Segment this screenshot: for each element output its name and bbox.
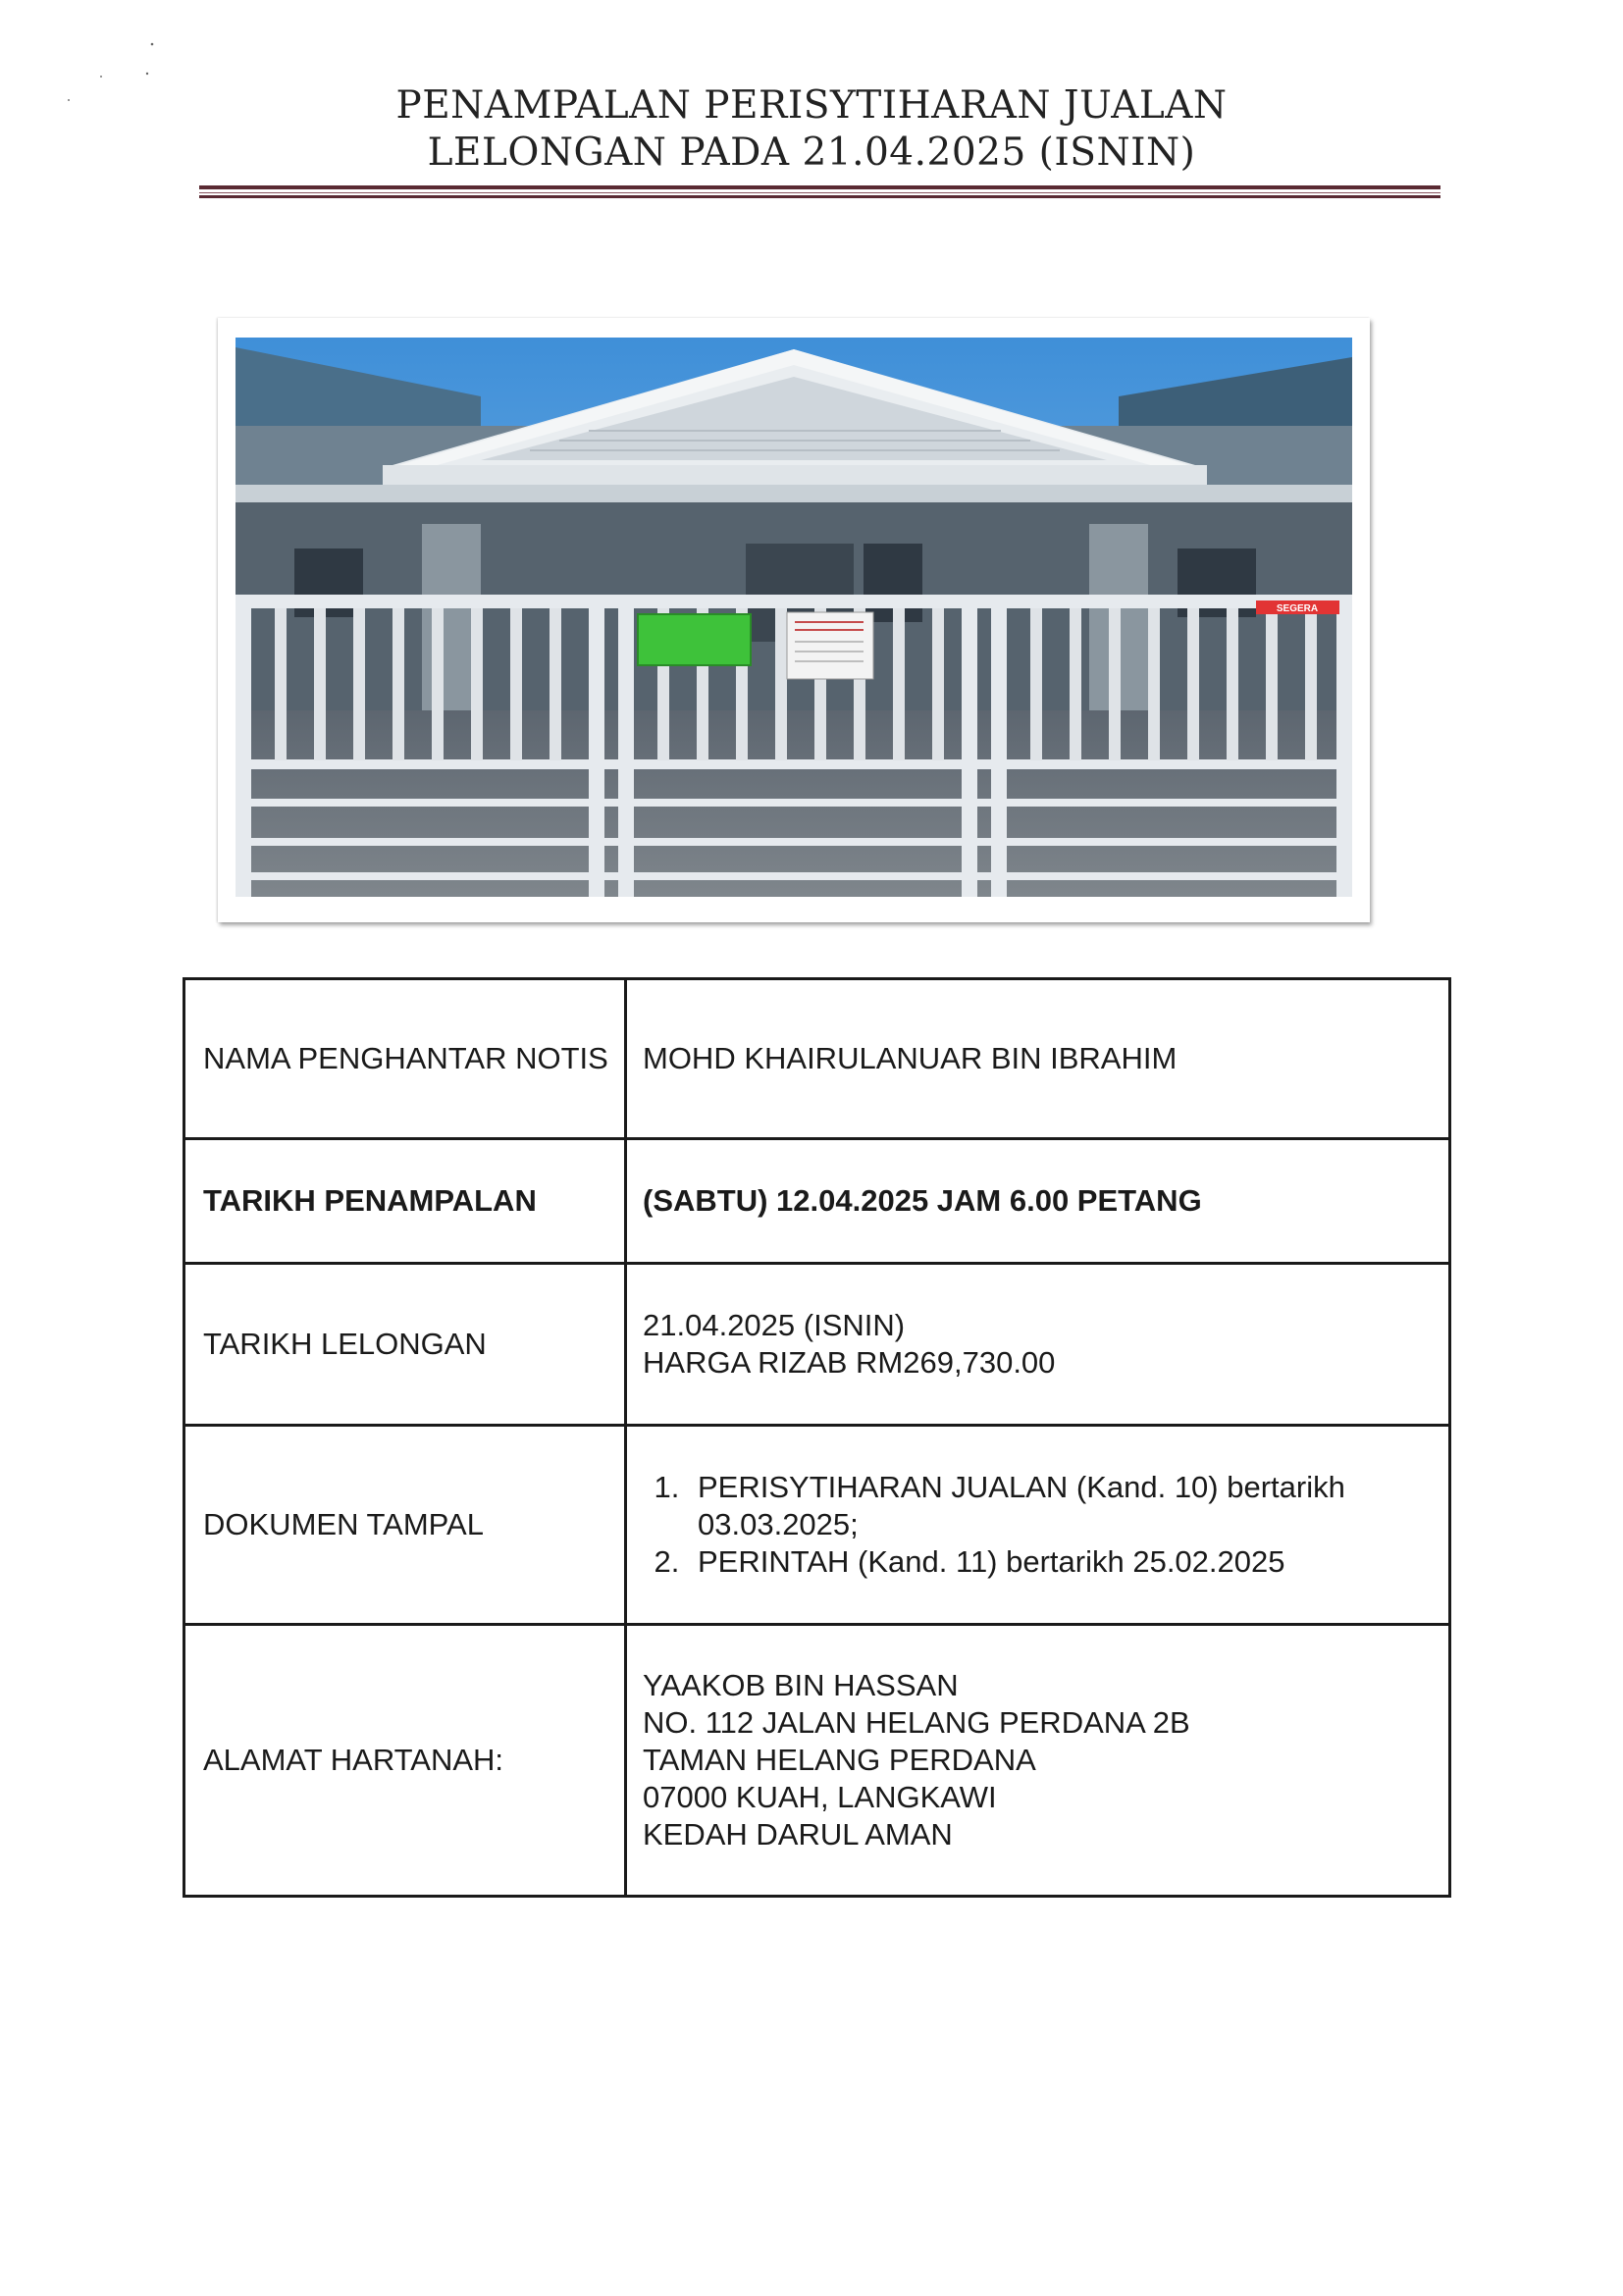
notice-sign-text: SEGERA — [1276, 603, 1319, 614]
title-line-2: LELONGAN PADA 21.04.2025 (ISNIN) — [427, 130, 1196, 175]
property-photo — [236, 338, 1352, 897]
address-line: YAAKOB BIN HASSAN — [643, 1668, 959, 1702]
auction-date-text: 21.04.2025 (ISNIN) — [643, 1308, 906, 1342]
table-row — [184, 1625, 1450, 1897]
reserve-price-text: HARGA RIZAB RM269,730.00 — [643, 1345, 1056, 1380]
address-line: KEDAH DARUL AMAN — [643, 1817, 953, 1852]
row-value-sender: MOHD KHAIRULANUAR BIN IBRAHIM — [626, 979, 1450, 1139]
address-line: 07000 KUAH, LANGKAWI — [643, 1780, 997, 1814]
row-label-auction-date: TARIKH LELONGAN — [184, 1264, 626, 1426]
row-label-sender: NAMA PENGHANTAR NOTIS — [184, 979, 626, 1139]
row-value-posting-date: (SABTU) 12.04.2025 JAM 6.00 PETANG — [626, 1139, 1450, 1264]
row-label-property-address: ALAMAT HARTANAH: — [184, 1625, 626, 1897]
notice-details-table — [183, 977, 1451, 1898]
address-line: NO. 112 JALAN HELANG PERDANA 2B — [643, 1705, 1190, 1740]
title-underline — [199, 185, 1440, 198]
row-value-documents — [626, 1426, 1450, 1625]
table-row — [184, 1426, 1450, 1625]
document-item: 2. PERINTAH (Kand. 11) bertarikh 25.02.2025 — [688, 1543, 1433, 1581]
row-value-property-address — [626, 1625, 1450, 1897]
table-row — [184, 979, 1450, 1139]
row-label-documents: DOKUMEN TAMPAL — [184, 1426, 626, 1625]
page-title — [0, 82, 1623, 177]
table-row — [184, 1264, 1450, 1426]
documents-list — [643, 1469, 1433, 1581]
address-line: TAMAN HELANG PERDANA — [643, 1743, 1036, 1777]
document-item: 1. PERISYTIHARAN JUALAN (Kand. 10) bertarikh 03.03.2025; — [688, 1469, 1433, 1543]
title-line-1: PENAMPALAN PERISYTIHARAN JUALAN — [395, 83, 1228, 128]
row-value-auction-date — [626, 1264, 1450, 1426]
property-photo-frame — [218, 318, 1370, 922]
table-row — [184, 1139, 1450, 1264]
row-label-posting-date: TARIKH PENAMPALAN — [184, 1139, 626, 1264]
